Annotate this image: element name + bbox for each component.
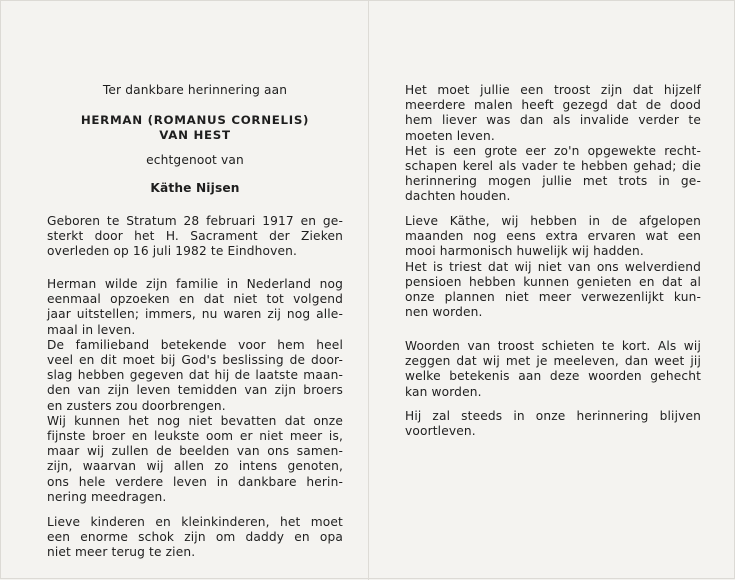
family-paragraph <box>47 277 343 505</box>
text-line: Het is een grote eer zo'n opgewekte recht- <box>405 143 701 158</box>
text-line: slag hebben gegeven dat hij de laatste maan- <box>47 368 343 383</box>
text-line: Geboren te Stratum 28 februari 1917 en ge- <box>47 214 343 228</box>
text-line: Lieve kinderen en kleinkinderen, het moet <box>47 515 343 529</box>
text-line: Lieve Käthe, wij hebben in de afgelopen <box>405 214 701 228</box>
text-line: onze plannen niet meer verwezenlijkt kun- <box>405 290 701 305</box>
text-line: schapen kerel als vader te hebben gehad; die <box>405 159 701 174</box>
text-line: zeggen dat wij met je meeleven, dan weet jij <box>405 354 701 369</box>
text-line: niet meer terug te zien. <box>47 545 196 560</box>
text-line: pensioen hebben kunnen genieten en dat al <box>405 274 701 289</box>
text-line: overleden op 16 juli 1982 te Eindhoven. <box>47 244 298 259</box>
closing-paragraph <box>405 409 701 439</box>
text-line: sterkt door het H. Sacrament der Zieken <box>47 229 343 244</box>
text-line: kan worden. <box>405 384 482 399</box>
text-line: Herman wilde zijn familie in Nederland nog <box>47 277 343 291</box>
text-line: maanden nog eens extra ervaren wat een <box>405 229 701 244</box>
text-line: veel en dit moet bij God's beslissing de door- <box>47 353 343 368</box>
text-line: Het moet jullie een troost zijn dat hijzelf <box>405 83 701 97</box>
text-line: hem liever was dan als invalide verder te <box>405 113 701 128</box>
text-line: ons hele verdere leven in dankbare herin- <box>47 474 343 489</box>
text-line: Het is triest dat wij niet van ons welverdiend <box>405 259 701 274</box>
text-line: zijn, waarvan wij allen zo intens genoten, <box>47 459 343 474</box>
deceased-name-line1: HERMAN (ROMANUS CORNELIS) <box>80 113 310 127</box>
text-line: maar wij zullen de beelden van ons samen- <box>47 444 343 459</box>
birth-death-paragraph <box>47 214 343 260</box>
text-line: welke betekenis aan deze woorden gehecht <box>405 369 701 384</box>
text-line: en zusters zou doorbrengen. <box>47 398 226 413</box>
text-line: nen worden. <box>405 305 483 320</box>
text-line: moeten leven. <box>405 128 495 143</box>
text-line: den van zijn leven temidden van zijn broers <box>47 383 343 398</box>
text-line: een enorme schok zijn om daddy en opa <box>47 530 343 545</box>
intro-text: Ter dankbare herinnering aan <box>102 83 288 97</box>
text-line: fijnste broer en leukste oom er niet meer is, <box>47 429 343 444</box>
deceased-name-line2: VAN HEST <box>159 128 231 142</box>
text-line: jaar uitstellen; immers, nu waren zij nog alle- <box>47 307 343 322</box>
text-line: voortleven. <box>405 424 476 439</box>
comfort-paragraph <box>405 83 701 205</box>
spouse-label: echtgenoot van <box>146 153 244 167</box>
text-line: eenmaal opzoeken en dat niet tot volgend <box>47 292 343 307</box>
words-paragraph <box>405 339 701 400</box>
text-line: meerdere malen heeft gezegd dat de dood <box>405 98 701 113</box>
text-line: dachten houden. <box>405 189 511 204</box>
text-line: mooi harmonisch huwelijk wij hadden. <box>405 244 644 259</box>
spouse-paragraph <box>405 214 701 320</box>
text-line: herinnering mogen jullie met trots in ge- <box>405 174 701 189</box>
card-fold-line <box>368 1 369 580</box>
text-line: Woorden van troost schieten te kort. Als wij <box>405 339 701 353</box>
text-line: Hij zal steeds in onze herinnering blijven <box>405 409 701 423</box>
spouse-name: Käthe Nijsen <box>150 181 240 195</box>
text-line: maal in leven. <box>47 322 136 337</box>
children-paragraph <box>47 515 343 561</box>
text-line: nering meedragen. <box>47 489 167 504</box>
text-line: De familieband betekende voor hem heel <box>47 337 343 352</box>
text-line: Wij kunnen het nog niet bevatten dat onze <box>47 413 343 428</box>
